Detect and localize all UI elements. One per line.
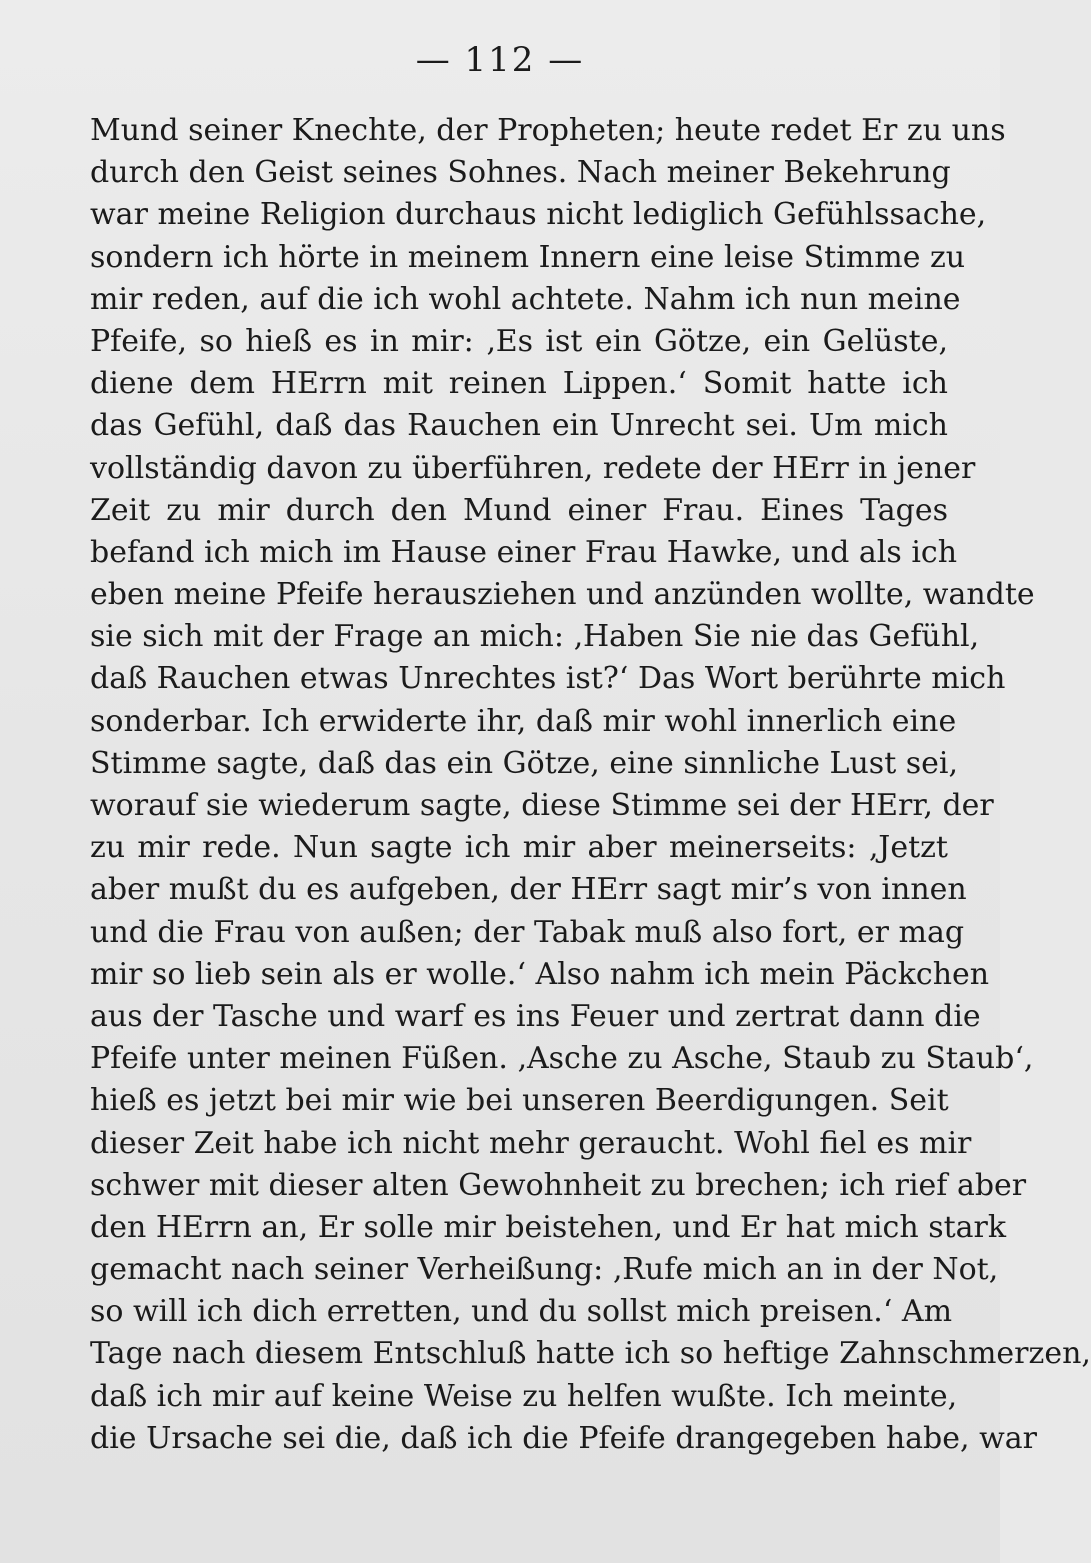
text-line: den HErrn an, Er solle mir beistehen, und Er hat mich stark: [90, 1209, 1007, 1245]
text-line: worauf sie wiederum sagte, diese Stimme sei der HErr, der: [90, 788, 994, 823]
text-line: dieser Zeit habe ich nicht mehr geraucht. Wohl fiel es mir: [90, 1125, 972, 1161]
text-line: gemacht nach seiner Verheißung: ‚Rufe mich an in der Not,: [90, 1252, 999, 1288]
text-line: so will ich dich erretten, und du sollst mich preisen.‘ Am: [90, 1294, 953, 1330]
text-line: vollständig davon zu überführen, redete der HErr in jener: [90, 450, 976, 486]
page-number: — 112 —: [415, 40, 585, 80]
text-line: das Gefühl, daß das Rauchen ein Unrecht sei. Um mich: [90, 408, 948, 444]
text-line: diene dem HErrn mit reinen Lippen.‘ Somit hatte ich: [90, 366, 948, 402]
text-line: war meine Religion durchaus nicht lediglich Gefühlssache,: [90, 197, 987, 233]
text-line: schwer mit dieser alten Gewohnheit zu brechen; ich rief aber: [90, 1167, 1027, 1203]
text-line: Tage nach diesem Entschluß hatte ich so heftige Zahnschmerzen,: [90, 1336, 1091, 1372]
text-line: und die Frau von außen; der Tabak muß also fort, er mag: [90, 914, 965, 950]
text-line: aus der Tasche und warf es ins Feuer und zertrat dann die: [90, 998, 981, 1034]
text-line: mir reden, auf die ich wohl achtete. Nahm ich nun meine: [90, 281, 961, 317]
text-line: Zeit zu mir durch den Mund einer Frau. Eines Tages: [90, 492, 948, 528]
text-line: Mund seiner Knechte, der Propheten; heute redet Er zu uns: [90, 113, 1006, 148]
text-line: mir so lieb sein als er wolle.‘ Also nahm ich mein Päckchen: [90, 956, 990, 992]
text-line: zu mir rede. Nun sagte ich mir aber meinerseits: ‚Jetzt: [90, 830, 948, 866]
text-line: sondern ich hörte in meinem Innern eine leise Stimme zu: [90, 239, 966, 275]
text-line: befand ich mich im Hause einer Frau Hawke, und als ich: [90, 534, 958, 570]
text-line: Pfeife, so hieß es in mir: ‚Es ist ein Götze, ein Gelüste,: [90, 323, 948, 359]
text-line: sie sich mit der Frage an mich: ‚Haben Sie nie das Gefühl,: [90, 619, 980, 655]
text-line: daß Rauchen etwas Unrechtes ist?‘ Das Wort berührte mich: [90, 661, 1006, 697]
text-line: aber mußt du es aufgeben, der HErr sagt mir’s von innen: [90, 872, 967, 908]
text-line: die Ursache sei die, daß ich die Pfeife drangegeben habe, war: [90, 1420, 1037, 1456]
text-line: Pfeife unter meinen Füßen. ‚Asche zu Asche, Staub zu Staub‘,: [90, 1041, 1034, 1077]
text-line: hieß es jetzt bei mir wie bei unseren Beerdigungen. Seit: [90, 1083, 949, 1119]
text-line: Stimme sagte, daß das ein Götze, eine sinnliche Lust sei,: [90, 745, 959, 781]
text-line: eben meine Pfeife herausziehen und anzünden wollte, wandte: [90, 577, 1035, 613]
text-line: sonderbar. Ich erwiderte ihr, daß mir wohl innerlich eine: [90, 703, 957, 739]
body-text: [90, 110, 1091, 1460]
text-line: durch den Geist seines Sohnes. Nach meiner Bekehrung: [90, 155, 951, 191]
text-line: daß ich mir auf keine Weise zu helfen wußte. Ich meinte,: [90, 1378, 958, 1414]
